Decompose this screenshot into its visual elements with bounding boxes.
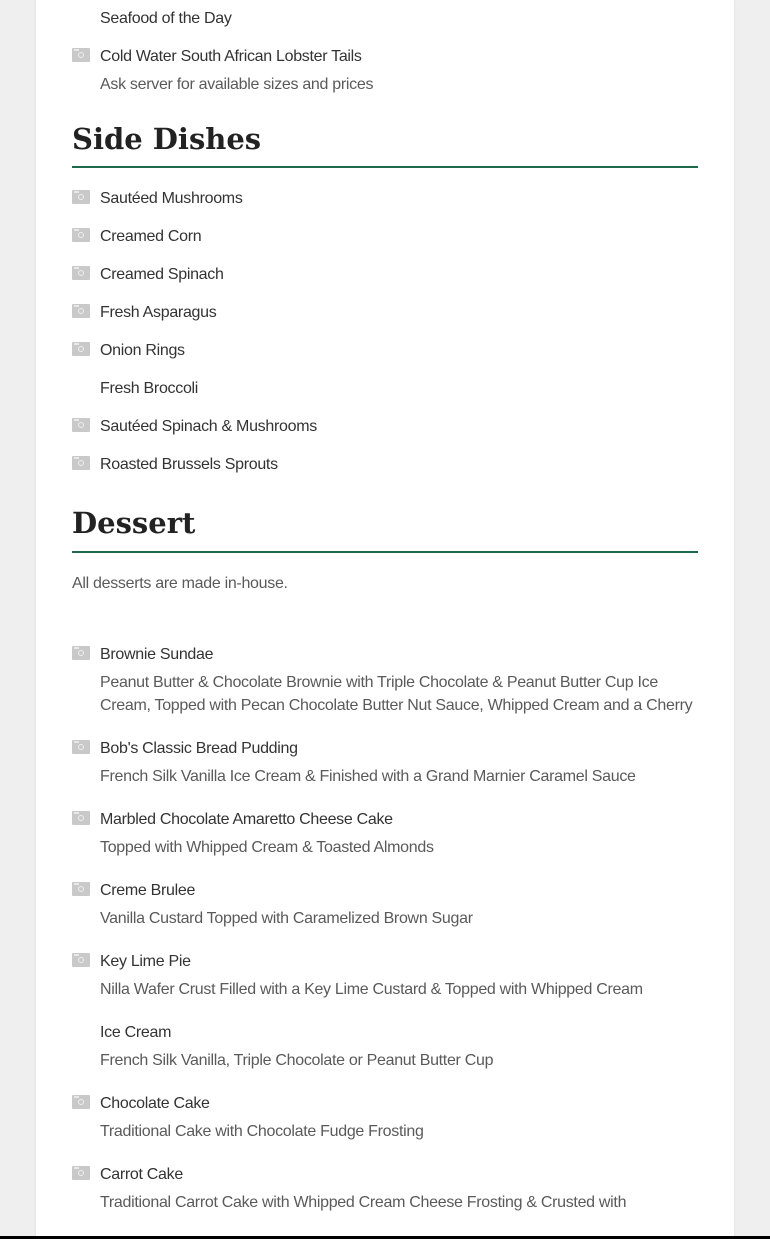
menu-item: [72, 806, 698, 859]
menu-item: [72, 5, 698, 33]
menu-item-name: Brownie Sundae: [100, 646, 214, 663]
camera-photo-icon[interactable]: [72, 418, 90, 432]
menu-item-name: Creamed Spinach: [100, 266, 224, 283]
seafood-list: [72, 5, 698, 96]
menu-item: [72, 877, 698, 930]
menu-item: [72, 735, 698, 788]
menu-item: [72, 261, 698, 289]
menu-item: [72, 299, 698, 327]
camera-photo-icon[interactable]: [72, 266, 90, 280]
menu-item: [72, 185, 698, 213]
menu-item-name: Sautéed Mushrooms: [100, 190, 243, 207]
camera-photo-icon[interactable]: [72, 1095, 90, 1109]
menu-item-name: Seafood of the Day: [100, 10, 232, 27]
menu-item-description: Ask server for available sizes and prices: [100, 76, 374, 93]
menu-item: [72, 223, 698, 251]
dessert-intro: All desserts are made in-house.: [72, 575, 288, 592]
camera-photo-icon[interactable]: [72, 882, 90, 896]
menu-item: [72, 641, 698, 717]
menu-card: [36, 0, 734, 1239]
menu-content: [72, 5, 698, 1232]
section-heading-dessert: Dessert: [72, 503, 698, 553]
menu-item-name: Key Lime Pie: [100, 953, 191, 970]
menu-item-name: Fresh Asparagus: [100, 304, 217, 321]
menu-item: [72, 1019, 698, 1072]
menu-item: [72, 1161, 698, 1214]
menu-item: [72, 375, 698, 403]
menu-item: [72, 43, 698, 96]
menu-item-description: Nilla Wafer Crust Filled with a Key Lime Custard & Topped with Whipped Cream: [100, 981, 643, 998]
menu-item: [72, 1090, 698, 1143]
menu-item-description: French Silk Vanilla Ice Cream & Finished with a Grand Marnier Caramel Sauce: [100, 768, 636, 785]
menu-item-name: Roasted Brussels Sprouts: [100, 456, 278, 473]
menu-item: [72, 948, 698, 1001]
menu-item-name: Onion Rings: [100, 342, 185, 359]
camera-photo-icon[interactable]: [72, 953, 90, 967]
dessert-list: [72, 641, 698, 1214]
menu-item-name: Marbled Chocolate Amaretto Cheese Cake: [100, 811, 393, 828]
menu-item-description: Peanut Butter & Chocolate Brownie with Triple Chocolate & Peanut Butter Cup Ice Cream, Topped with Pecan Chocolate Butter Nut Sauce, Whipped Cream and a Cherry: [100, 674, 693, 714]
menu-item-description: French Silk Vanilla, Triple Chocolate or Peanut Butter Cup: [100, 1052, 494, 1069]
menu-item-description: Traditional Carrot Cake with Whipped Cream Cheese Frosting & Crusted with: [100, 1194, 627, 1211]
menu-item-name: Bob's Classic Bread Pudding: [100, 740, 298, 757]
camera-photo-icon[interactable]: [72, 456, 90, 470]
side-dishes-list: [72, 185, 698, 479]
menu-item-name: Cold Water South African Lobster Tails: [100, 48, 362, 65]
menu-item: [72, 337, 698, 365]
menu-item-name: Creme Brulee: [100, 882, 196, 899]
menu-item-name: Carrot Cake: [100, 1166, 183, 1183]
menu-item-name: Chocolate Cake: [100, 1095, 210, 1112]
menu-item-description: Topped with Whipped Cream & Toasted Almonds: [100, 839, 434, 856]
camera-photo-icon[interactable]: [72, 48, 90, 62]
camera-photo-icon[interactable]: [72, 646, 90, 660]
menu-item: [72, 451, 698, 479]
section-heading-side-dishes: Side Dishes: [72, 119, 698, 168]
camera-photo-icon[interactable]: [72, 811, 90, 825]
camera-photo-icon[interactable]: [72, 228, 90, 242]
menu-item-name: Ice Cream: [100, 1024, 172, 1041]
menu-item-name: Sautéed Spinach & Mushrooms: [100, 418, 317, 435]
camera-photo-icon[interactable]: [72, 342, 90, 356]
menu-item-name: Creamed Corn: [100, 228, 202, 245]
camera-photo-icon[interactable]: [72, 304, 90, 318]
menu-item-description: Traditional Cake with Chocolate Fudge Frosting: [100, 1123, 424, 1140]
menu-item-description: Vanilla Custard Topped with Caramelized Brown Sugar: [100, 910, 473, 927]
camera-photo-icon[interactable]: [72, 1166, 90, 1180]
camera-photo-icon[interactable]: [72, 190, 90, 204]
menu-item: [72, 413, 698, 441]
menu-item-name: Fresh Broccoli: [100, 380, 199, 397]
camera-photo-icon[interactable]: [72, 740, 90, 754]
